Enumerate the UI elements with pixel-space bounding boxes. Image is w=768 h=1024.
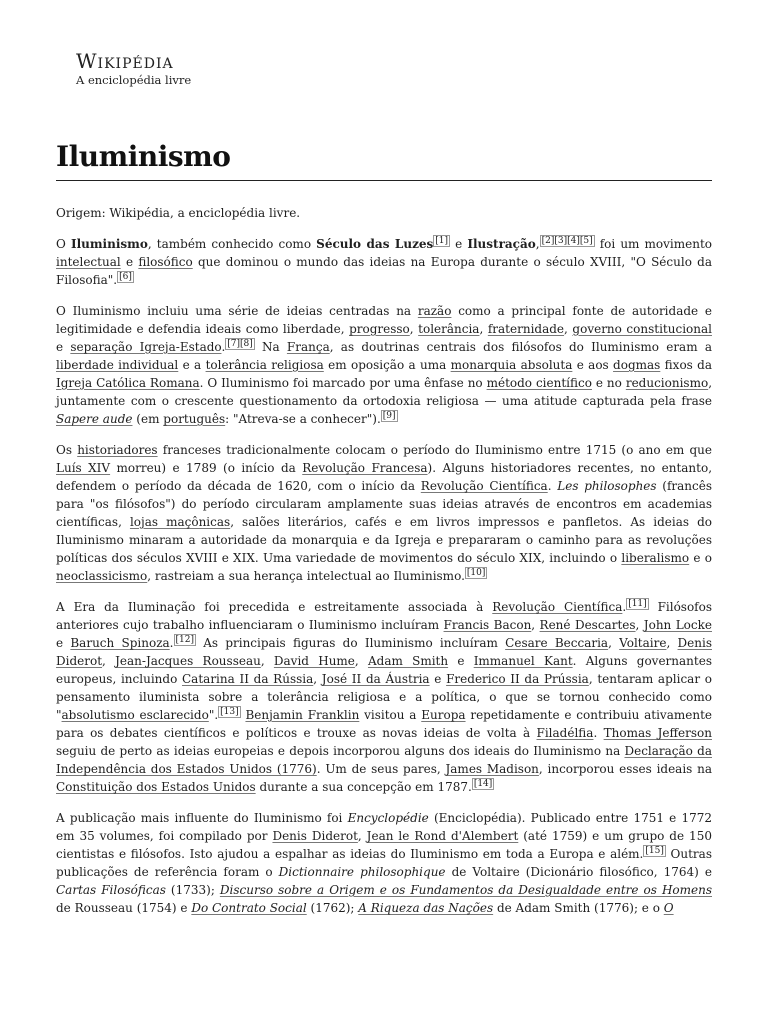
text-run: em oposição a uma — [323, 358, 451, 372]
text-run: , — [354, 654, 368, 668]
italic-text: Les philosophes — [557, 479, 657, 493]
text-run: Outras publicações de referência foram o — [56, 847, 712, 879]
article-link[interactable]: Discurso sobre a Origem e os Fundamentos da Desigualdade entre os Homens — [219, 883, 712, 897]
text-run: , incorporou esses ideais na — [538, 762, 712, 776]
article-link[interactable]: intelectual — [56, 255, 121, 269]
text-run: visitou a — [359, 708, 422, 722]
text-run: : "Atreva-se a conhecer"). — [225, 412, 381, 426]
text-run: de Voltaire (Dicionário filosófico, 1764) e — [445, 865, 712, 879]
logo-subtitle: A enciclopédia livre — [76, 73, 192, 87]
reference-link[interactable]: [11] — [628, 599, 647, 609]
article-link[interactable]: José II da Áustria — [321, 672, 430, 686]
article-link[interactable]: Adam Smith — [367, 654, 449, 668]
text-run: . — [221, 340, 226, 354]
text-run: de Adam Smith (1776); e o — [493, 901, 664, 915]
text-run: , — [531, 618, 540, 632]
paragraph — [56, 302, 712, 428]
reference-link[interactable]: [7][8] — [227, 339, 253, 349]
text-run: , rastreiam a sua herança intelectual ao Iluminismo. — [147, 569, 465, 583]
text-run: A publicação mais influente do Iluminismo foi — [56, 811, 348, 825]
text-run: . O Iluminismo foi marcado por uma ênfase no — [199, 376, 487, 390]
origin-note: Origem: Wikipédia, a enciclopédia livre. — [56, 206, 301, 220]
article-link[interactable]: Declaração da Independência dos Estados Unidos (1776) — [56, 744, 712, 776]
article-link[interactable]: John Locke — [643, 618, 712, 632]
article-link[interactable]: Revolução Científica — [492, 600, 623, 614]
article-link[interactable]: Frederico II da Prússia — [446, 672, 589, 686]
article-link[interactable]: filosófico — [138, 255, 193, 269]
article-link[interactable]: Denis Diderot — [56, 636, 712, 668]
article-link[interactable]: Francis Bacon — [443, 618, 532, 632]
text-run: Na — [254, 340, 287, 354]
wikipedia-logo[interactable] — [76, 50, 191, 87]
article-link[interactable]: Luís XIV — [56, 461, 111, 475]
text-run: morreu) e 1789 (o início da — [110, 461, 303, 475]
article-link[interactable]: René Descartes — [539, 618, 636, 632]
text-run: ". — [208, 708, 219, 722]
text-run: que dominou o mundo das ideias na Europa durante o século XVIII, "O Século da Filosofia". — [56, 255, 713, 287]
text-run: , — [409, 322, 419, 336]
text-run: , as doutrinas centrais dos filósofos do Iluminismo eram a — [329, 340, 712, 354]
article-link[interactable]: Do Contrato Social — [191, 901, 307, 915]
text-run: e aos — [572, 358, 614, 372]
text-run: e — [450, 237, 468, 251]
text-run: ). Alguns historiadores recentes, no entanto, defendem o período da década de 1620, com o início da — [56, 461, 713, 493]
text-run: , — [313, 672, 322, 686]
article-link[interactable]: fraternidade — [487, 322, 565, 336]
article-link[interactable]: liberdade individual — [56, 358, 179, 372]
article-link[interactable]: David Hume — [273, 654, 355, 668]
bold-text: Ilustração — [467, 237, 536, 251]
article-link[interactable]: historiadores — [77, 443, 158, 457]
article-link[interactable]: método científico — [486, 376, 592, 390]
article-link[interactable]: Denis Diderot — [272, 829, 358, 843]
text-run: Filósofos anteriores cujo trabalho influenciaram o Iluminismo incluíram — [56, 600, 713, 632]
text-run: foi um movimento — [594, 237, 713, 251]
text-run: e a — [178, 358, 206, 372]
article-link[interactable]: razão — [417, 304, 452, 318]
article-link[interactable]: neoclassicismo — [56, 569, 148, 583]
logo-title: Wikipédia — [76, 49, 174, 73]
article-link[interactable]: absolutismo esclarecido — [61, 708, 209, 722]
text-run: , — [666, 636, 678, 650]
reference-link[interactable]: [15] — [645, 846, 664, 856]
paragraph — [56, 441, 712, 585]
text-run: O Iluminismo incluiu uma série de ideias centradas na — [56, 304, 418, 318]
text-run: . — [622, 600, 627, 614]
article-link[interactable]: Jean-Jacques Rousseau — [115, 654, 261, 668]
article-link[interactable]: tolerância religiosa — [205, 358, 324, 372]
text-run: (Enciclopédia). Publicado entre 1751 e 1772 em 35 volumes, foi compilado por — [56, 811, 713, 843]
article-link[interactable]: liberalismo — [621, 551, 690, 565]
text-run: , juntamente com o crescente questionamento da ortodoxia religiosa — uma atitude capturada pela frase — [56, 376, 713, 408]
text-run: , também conhecido como — [147, 237, 317, 251]
reference-link[interactable]: [2][3][4][5] — [541, 236, 593, 246]
italic-text: Encyclopédie — [347, 811, 429, 825]
reference-link[interactable]: [13] — [220, 707, 239, 717]
article-link[interactable]: Sapere aude — [56, 412, 133, 426]
paragraph — [56, 598, 712, 796]
text-run: repetidamente e contribuiu ativamente para os debates científicos e políticos e trouxe as novas ideias de volta à — [56, 708, 712, 740]
article-link[interactable]: monarquia absoluta — [450, 358, 573, 372]
article-link[interactable]: governo constitucional — [572, 322, 712, 336]
article-link[interactable]: Filadélfia — [536, 726, 594, 740]
text-run: durante a sua concepção em 1787. — [255, 780, 472, 794]
text-run: , — [564, 322, 573, 336]
text-run: , — [635, 618, 644, 632]
text-run: , salões literários, cafés e em livros impressos e panfletos. As ideias do Iluminismo minaram a autoridade da monarquia e da Igreja e prepararam o caminho para as revoluções políticas dos séculos XVIII e XIX. Uma variedade de movimentos do século XIX, incluindo o — [56, 515, 712, 565]
text-run: como a principal fonte de autoridade e legitimidade e defendia ideais como liberdade, — [56, 304, 712, 336]
text-run: e — [56, 636, 71, 650]
page-title: Iluminismo — [56, 140, 712, 181]
article-link[interactable]: Benjamin Franklin — [245, 708, 360, 722]
text-run: . — [593, 726, 604, 740]
article-link[interactable]: Cesare Beccaria — [505, 636, 609, 650]
article-link[interactable]: tolerância — [418, 322, 480, 336]
italic-text: Dictionnaire philosophique — [278, 865, 446, 879]
article-link[interactable]: reducionismo — [625, 376, 709, 390]
article-link[interactable]: progresso — [349, 322, 410, 336]
reference-link[interactable]: [6] — [119, 272, 132, 282]
text-run: . Um de seus pares, — [316, 762, 446, 776]
text-run: (francês para "os filósofos") do período circularam amplamente suas ideias através de encontros em academias científicas, — [56, 479, 712, 529]
article-link[interactable]: Thomas Jefferson — [603, 726, 712, 740]
text-run: e — [429, 672, 447, 686]
article-link[interactable]: lojas maçônicas — [129, 515, 231, 529]
text-run: O — [56, 237, 71, 251]
text-run: e — [120, 255, 139, 269]
article-body — [56, 235, 712, 917]
article-link[interactable]: português — [163, 412, 226, 426]
reference-link[interactable]: [10] — [466, 568, 486, 578]
text-run: (1762); — [306, 901, 359, 915]
bold-text: Iluminismo — [70, 237, 148, 251]
text-run: seguiu de perto as ideias europeias e depois incorporou alguns dos ideais do Iluminismo na — [56, 744, 625, 758]
paragraph — [56, 809, 712, 917]
article-link[interactable]: Revolução Científica — [420, 479, 548, 493]
text-run: , tentaram aplicar o pensamento iluminista sobre a tolerância religiosa e a política, o que se tornou conhecido como " — [56, 672, 712, 722]
article-link[interactable]: A Riqueza das Nações — [358, 901, 494, 915]
text-run: fixos da — [660, 358, 713, 372]
reference-link[interactable]: [12] — [175, 635, 194, 645]
text-run: e no — [591, 376, 626, 390]
text-run: , — [357, 829, 367, 843]
article-link[interactable]: França — [286, 340, 330, 354]
article-link[interactable]: dogmas — [613, 358, 661, 372]
article-link[interactable]: Constituição dos Estados Unidos — [56, 780, 256, 794]
text-run: , — [479, 322, 488, 336]
text-run: A Era da Iluminação foi precedida e estreitamente associada à — [56, 600, 493, 614]
text-run: (em — [132, 412, 164, 426]
text-run: . — [547, 479, 558, 493]
text-run: , — [102, 654, 116, 668]
article-link[interactable]: Immanuel Kant — [473, 654, 573, 668]
article-link[interactable]: Europa — [421, 708, 466, 722]
paragraph — [56, 235, 712, 289]
bold-text: Século das Luzes — [316, 237, 434, 251]
article-link[interactable]: Catarina II da Rússia — [182, 672, 314, 686]
reference-link[interactable]: [9] — [382, 411, 396, 421]
article-link[interactable]: Voltaire — [619, 636, 667, 650]
text-run: As principais figuras do Iluminismo incluíram — [195, 636, 506, 650]
text-run: de Rousseau (1754) e — [56, 901, 192, 915]
text-run: . — [169, 636, 174, 650]
article-link[interactable]: Revolução Francesa — [302, 461, 428, 475]
text-run: . Alguns governantes europeus, incluindo — [56, 654, 712, 686]
text-run: franceses tradicionalmente colocam o período do Iluminismo entre 1715 (o ano em que — [157, 443, 712, 457]
reference-link[interactable]: [1] — [435, 236, 449, 246]
text-run: e — [56, 340, 71, 354]
text-run: , — [260, 654, 274, 668]
text-run: , — [608, 636, 620, 650]
text-run: (até 1759) e um grupo de 150 cientistas e filósofos. Isto ajudou a espalhar as ideias do Iluminismo em toda a Europa e além. — [56, 829, 712, 861]
article-link[interactable]: Igreja Católica Romana — [56, 376, 200, 390]
text-run: e o — [689, 551, 712, 565]
italic-text: Cartas Filosóficas — [56, 883, 166, 897]
article-link[interactable]: Jean le Rond d'Alembert — [366, 829, 519, 843]
text-run: , — [535, 237, 540, 251]
article-link[interactable]: separação Igreja-Estado — [70, 340, 222, 354]
reference-link[interactable]: [14] — [473, 779, 493, 789]
article-link[interactable]: James Madison — [445, 762, 539, 776]
article-content — [56, 204, 712, 930]
text-run: e — [448, 654, 474, 668]
article-link[interactable]: O — [663, 901, 674, 915]
text-run: (1733); — [165, 883, 220, 897]
text-run: Os — [56, 443, 78, 457]
article-link[interactable]: Baruch Spinoza — [70, 636, 170, 650]
